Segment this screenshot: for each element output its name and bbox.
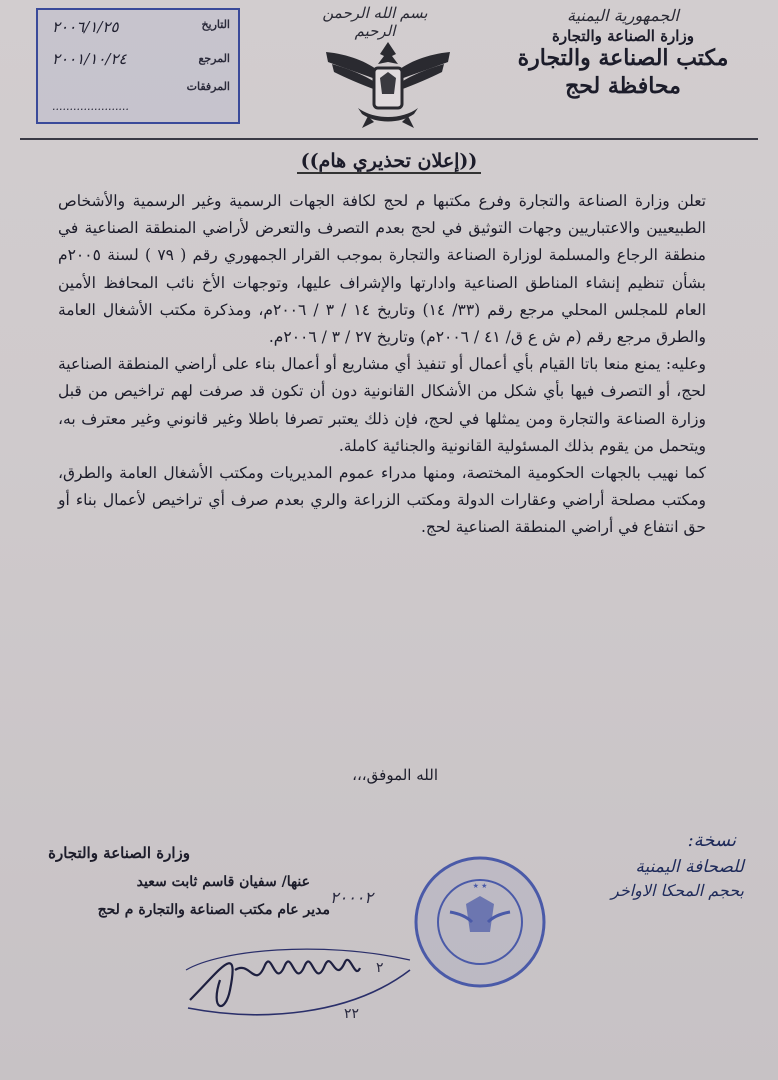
copies-line-1: للصحافة اليمنية: [635, 857, 744, 877]
date-value: ٢٠٠٦/١/٢٥: [52, 18, 119, 36]
handwritten-signature-icon: [180, 930, 420, 1020]
body-paragraph-2: وعليه: يمنع منعا باتا القيام بأي أعمال أو تنفيذ أي مشاريع أو أعمال بناء على أراضي المنطقة الصناعية لحج، أو التصرف فيها بأي شكل من الأشكال القانونية دون أن تكون قد صرفت لهم تراخيص من قبل وزارة الصناعة والتجارة ومن يمثلها في لحج، فإن ذلك يعتبر تصرفا باطلا وغير قانوني وغير معترف به، ويتحمل من يقوم بذلك المسئولية القانونية والجنائية كاملة.: [58, 355, 706, 455]
eagle-emblem-icon: [318, 34, 458, 130]
letterhead-right: [498, 6, 748, 99]
handwritten-number: ٢: [376, 960, 384, 976]
signatory-position: مدير عام مكتب الصناعة والتجارة م لحج: [97, 902, 330, 918]
attachments-dots: ......................: [52, 100, 129, 113]
copies-block: [524, 830, 744, 900]
title-text: ((إعلان تحذيري هام)): [297, 150, 482, 174]
announcement-title: [0, 150, 778, 172]
header-divider: [20, 138, 758, 140]
country-name: الجمهورية اليمنية: [566, 6, 679, 25]
copies-line-2: بحجم المحكا الاواخر: [611, 881, 744, 900]
ref-label: المرجع: [198, 52, 230, 65]
office-name: مكتب الصناعة والتجارة: [517, 45, 729, 71]
body-paragraph-3: كما نهيب بالجهات الحكومية المختصة، ومنها مدراء عموم المديريات ومكتب الأشغال العامة والطرق، ومكتب مصلحة أراضي وعقارات الدولة ومكتب الزراعة والري بعدم صرف أي تراخيص لأعمال بناء أو حق انتفاع في أراضي المنطقة الصناعية لحج.: [58, 464, 706, 537]
closing-line: الله الموفق،،،: [352, 766, 438, 784]
ministry-name: وزارة الصناعة والتجارة: [552, 27, 694, 45]
ref-value: ٢٠٠١/١٠/٢٤: [52, 50, 127, 68]
signature-block: [40, 844, 330, 918]
basmala: بسم الله الرحمن الرحيم: [322, 4, 428, 40]
body-paragraph-1: تعلن وزارة الصناعة والتجارة وفرع مكتبها م لحج لكافة الجهات الرسمية وغير الرسمية والأشخاص الطبيعيين والاعتباريين وجهات التوثيق في لحج بعدم التصرف والتعرض لأراضي المنطقة الصناعية في منطقة الرجاع والمسلمة لوزارة الصناعة والتجارة بموجب القرار الجمهوري رقم ( ٧٩ ) لسنة ٢٠٠٥م بشأن تنظيم إنشاء المناطق الصناعية وادارتها والإشراف عليها، وتوجهات الأخ نائب المحافظ الأمين العام للمجلس المحلي مرجع رقم (٣٣/ ١٤) وتاريخ ١٤ / ٣ / ٢٠٠٦م، ومذكرة مكتب الأشغال العامة والطرق مرجع رقم (م ش ع ق/ ٤١ / ٢٠٠٦م) وتاريخ ٢٧ / ٣ / ٢٠٠٦م.: [58, 192, 707, 347]
signatory-name: عنها/ سفيان قاسم ثابت سعيد: [136, 874, 310, 890]
handwritten-date: ٢٠٠٠٢: [330, 888, 373, 907]
attachments-label: المرفقات: [186, 80, 230, 93]
handwritten-number-2: ٢٢: [344, 1006, 360, 1022]
announcement-body: [58, 188, 706, 542]
governorate-name: محافظة لحج: [565, 73, 681, 99]
reference-stamp-box: [36, 8, 240, 124]
copies-label: نسخة:: [687, 830, 736, 851]
signature-ministry: وزارة الصناعة والتجارة: [48, 844, 190, 862]
svg-text:★ ★: ★ ★: [472, 882, 488, 890]
date-label: التاريخ: [201, 18, 230, 31]
